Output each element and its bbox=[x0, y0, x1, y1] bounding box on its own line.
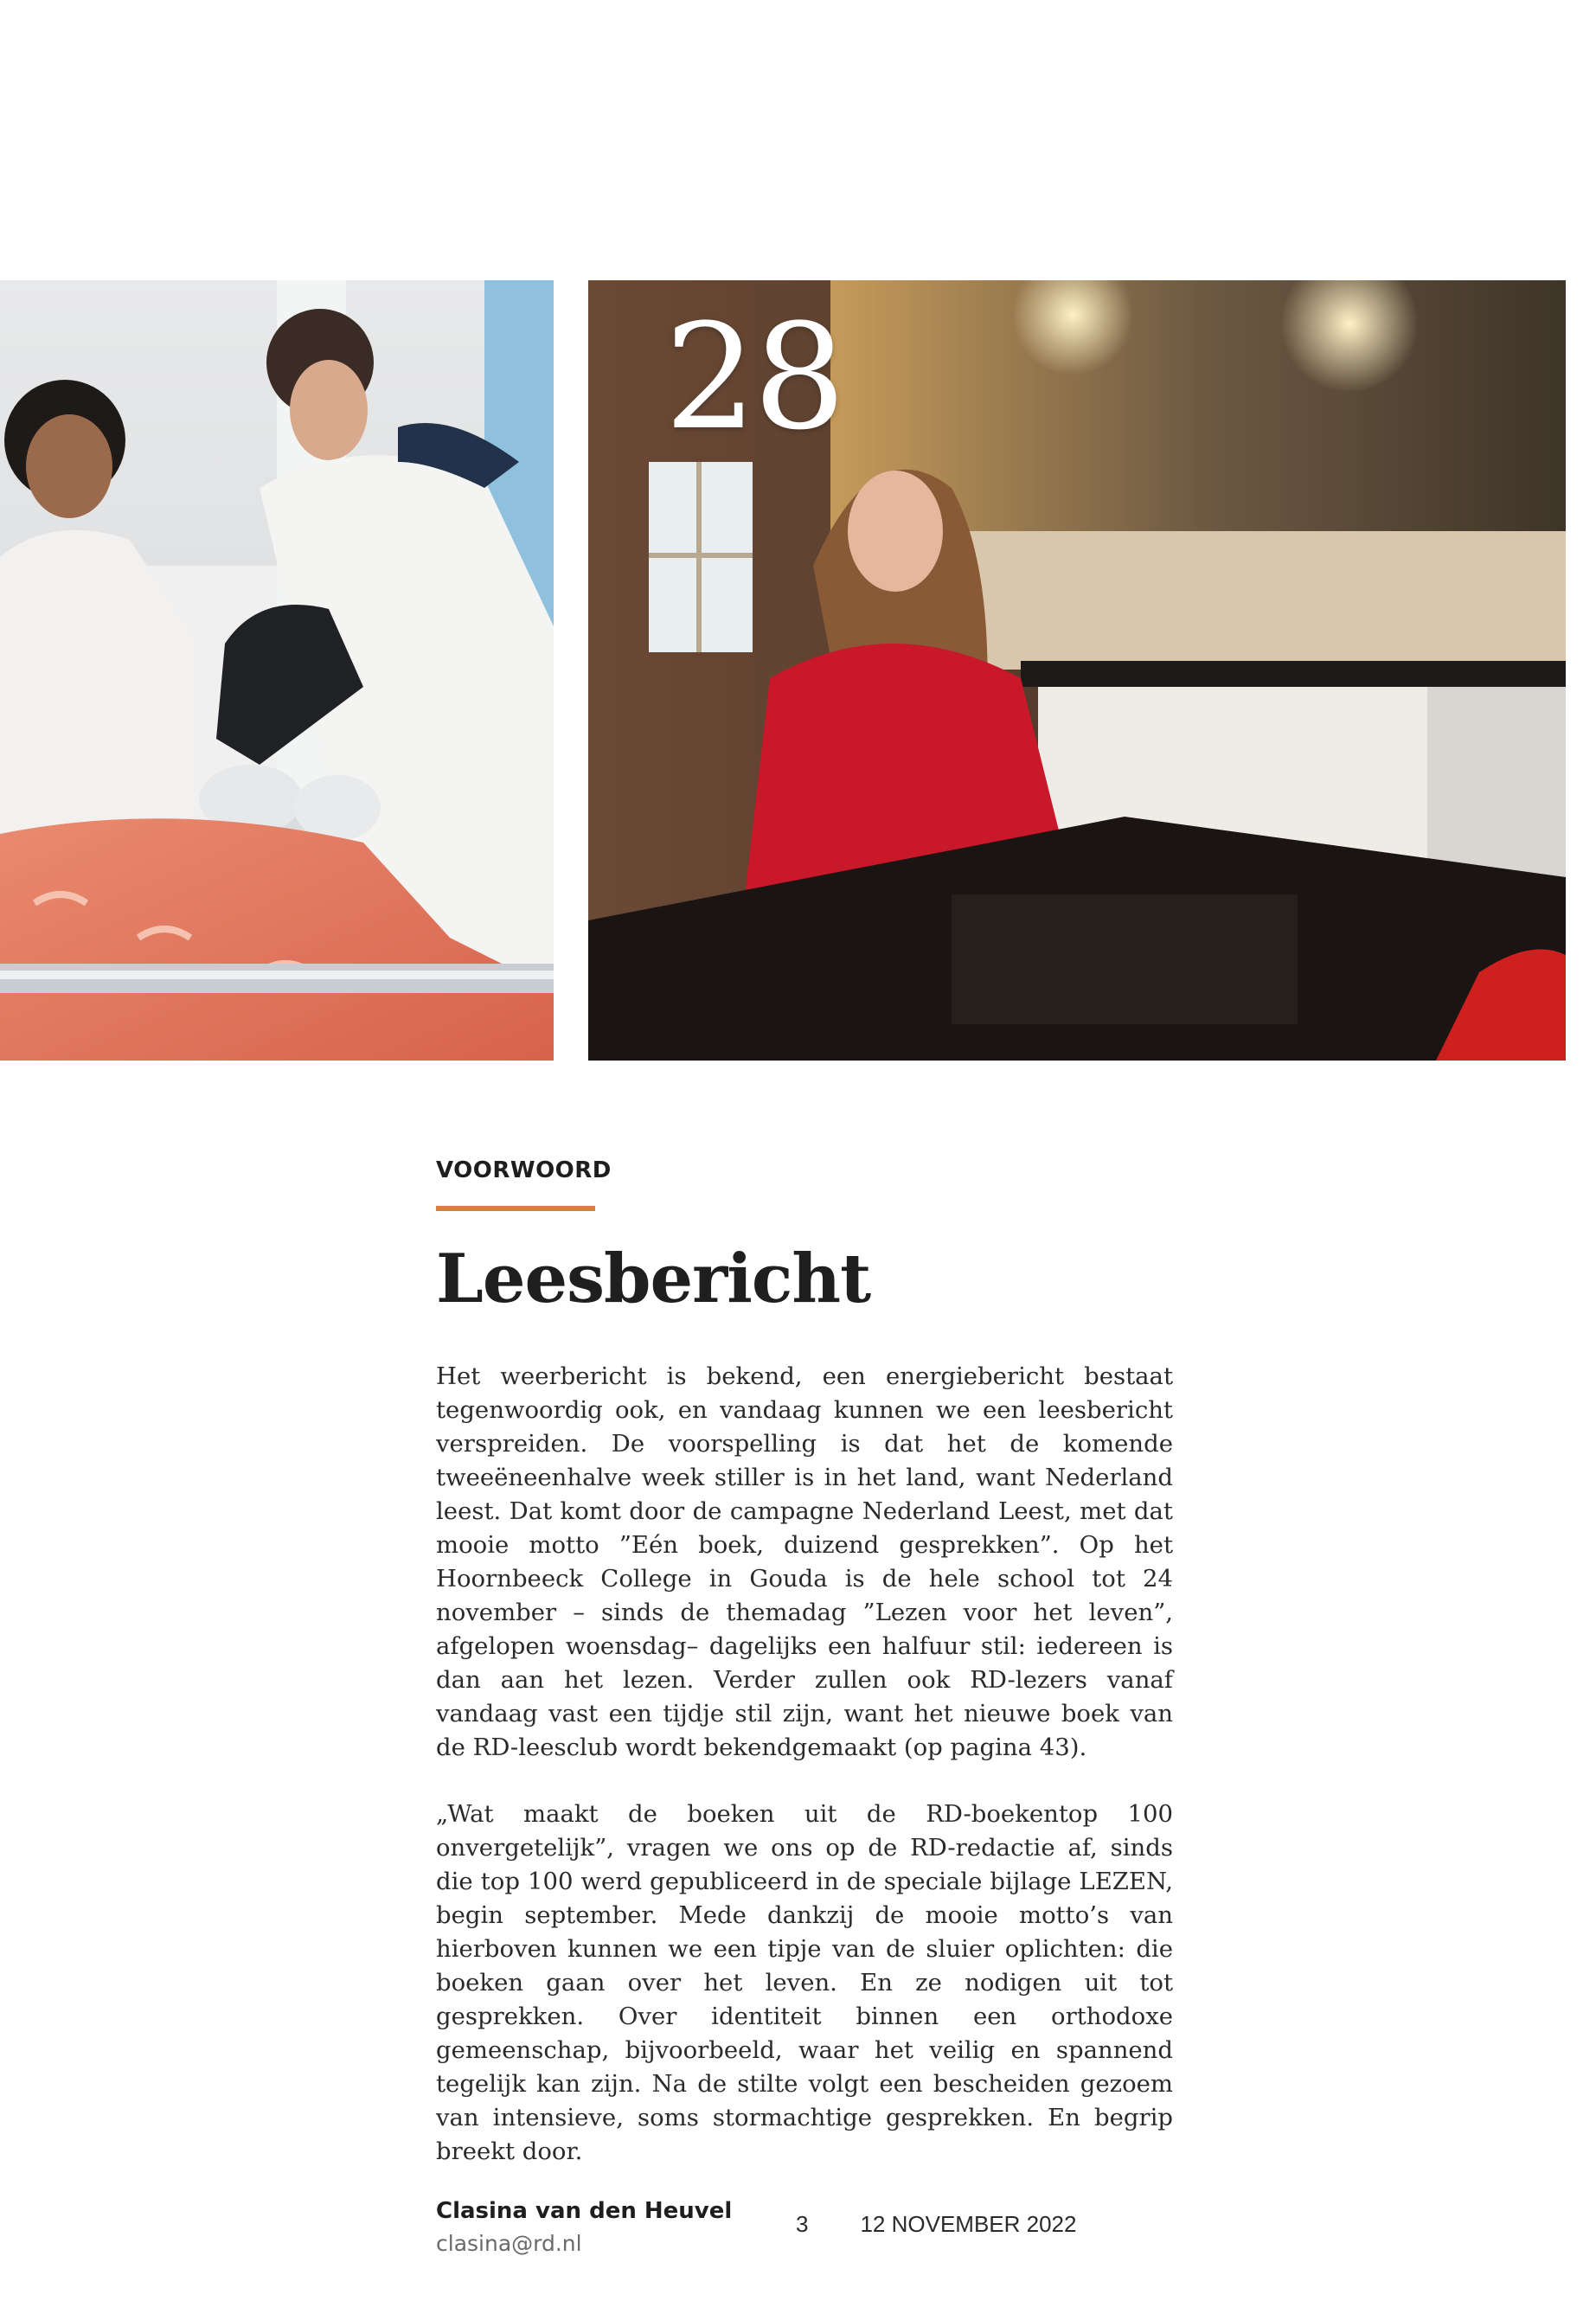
kicker-rule bbox=[436, 1206, 595, 1211]
page-footer bbox=[796, 2211, 1076, 2238]
page-number: 3 bbox=[796, 2211, 809, 2237]
body-paragraph: Het weerbericht is bekend, een energiebericht bestaat tegenwoordig ook, en vandaag kunnen we een leesbericht verspreiden. De voorspelling is dat het de komende tweeëneenhalve week stiller is in het land, want Nederland leest. Dat komt door de campagne Nederland Leest, met dat mooie motto ”Eén boek, duizend gesprekken”. Op het Hoornbeeck College in Gouda is de hele school tot 24 november – sinds de themadag ”Lezen voor het leven”, afgelopen woensdag– dagelijks een halfuur stil: iedereen is dan aan het lezen. Verder zullen ook RD-lezers vanaf vandaag vast een tijdje stil zijn, want het nieuwe boek van de RD-leesclub wordt bekendgemaakt (op pagina 43). bbox=[436, 1362, 1173, 1761]
photo-hospital bbox=[0, 280, 554, 1061]
body-paragraph: „Wat maakt de boeken uit de RD-boekentop 100 onvergetelijk”, vragen we ons op de RD-redactie af, sinds die top 100 werd gepubliceerd in de speciale bijlage LEZEN, begin september. Mede dankzij de mooie motto’s van hierboven kunnen we een tipje van de sluier oplichten: die boeken gaan over het leven. En ze nodigen uit tot gesprekken. Over identiteit binnen een orthodoxe gemeenschap, bijvoorbeeld, waar het veilig en spannend tegelijk kan zijn. Na de stilte volgt een bescheiden gezoem van intensieve, soms stormachtige gesprekken. En begrip breekt door. bbox=[436, 1799, 1173, 2165]
section-kicker: VOORWOORD bbox=[436, 1157, 612, 1183]
author-name: Clasina van den Heuvel bbox=[436, 2197, 733, 2224]
author-email-link[interactable]: clasina@rd.nl bbox=[436, 2230, 582, 2256]
article bbox=[436, 1157, 1173, 2256]
page-reference-number: 28 bbox=[664, 292, 843, 462]
issue-date: 12 NOVEMBER 2022 bbox=[860, 2211, 1077, 2237]
headline: Leesbericht bbox=[436, 1240, 871, 1318]
